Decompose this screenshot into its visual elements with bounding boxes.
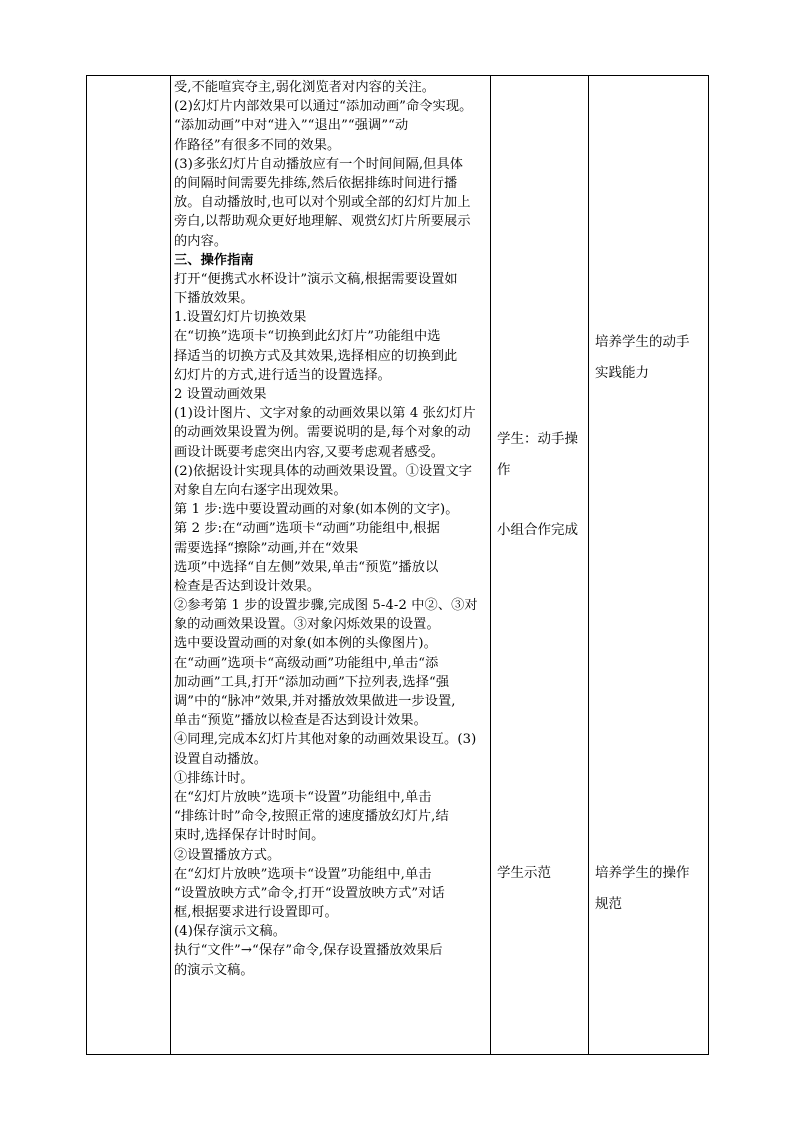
student-activity-group: 小组合作完成	[497, 522, 578, 538]
content-line: 在“切换”选项卡“切换到此幻灯片”功能组中选	[174, 329, 441, 345]
content-line: 旁白,以帮助观众更好地理解、观赏幻灯片所要展示	[174, 214, 471, 230]
content-line: 画设计既要考虑突出内容,又要考虑观者感受。	[174, 444, 445, 460]
content-line: 择适当的切换方式及其效果,选择相应的切换到此	[174, 348, 458, 364]
content-line: 在“幻灯片放映”选项卡“设置”功能组中,单击	[174, 866, 432, 882]
content-line: 的间隔时间需要先排练,然后依据排练时间进行播	[174, 175, 458, 191]
content-line: 下播放效果。	[174, 291, 254, 307]
student-activity-hands-on: 学生：动手操	[497, 431, 578, 447]
content-line: 在“幻灯片放映”选项卡“设置”功能组中,单击	[174, 789, 432, 805]
content-line: “设置放映方式”命令,打开“设置放映方式”对话	[174, 885, 445, 901]
student-activity-demo: 学生示范	[497, 865, 551, 881]
content-line: (2)幻灯片内部效果可以通过“添加动画”命令实现。	[174, 99, 473, 115]
content-line: 加动画”工具,打开“添加动画”下拉列表,选择“强	[174, 674, 450, 690]
purpose-standard-cont: 规范	[595, 896, 622, 912]
table-row	[87, 76, 709, 1055]
content-line: 的内容。	[174, 233, 228, 249]
content-line: 选项”中选择“自左侧”效果,单击“预览”播放以	[174, 559, 439, 575]
teaching-content	[171, 76, 490, 980]
content-line: 需要选择“擦除”动画,并在“效果	[174, 540, 359, 556]
content-line: ②参考第 1 步的设置步骤,完成图 5-4-2 中②、③对	[174, 598, 478, 614]
purpose-practice-cont: 实践能力	[595, 365, 649, 381]
content-line: (2)依据设计实现具体的动画效果设置。①设置文字	[174, 463, 473, 479]
content-line: 设置自动播放。	[174, 751, 268, 767]
content-line: 在“动画”选项卡“高级动画”功能组中,单击“添	[174, 655, 439, 671]
content-line: 执行“文件”→“保存”命令,保存设置播放效果后	[174, 943, 443, 959]
content-line: 2 设置动画效果	[174, 387, 267, 402]
purpose-standard: 培养学生的操作	[595, 865, 690, 881]
content-line: 幻灯片的方式,进行适当的设置选择。	[174, 367, 391, 383]
content-line: “添加动画”中对“进入”“退出”“强调”“动	[174, 118, 409, 134]
content-line: 束时,选择保存计时时间。	[174, 828, 325, 844]
content-line: 受,不能喧宾夺主,弱化浏览者对内容的关注。	[174, 80, 436, 95]
content-line: 的动画效果设置为例。需要说明的是,每个对象的动	[174, 425, 471, 441]
student-activity-cell	[491, 76, 589, 1055]
content-line: 1.设置幻灯片切换效果	[174, 310, 307, 326]
content-line: 框,根据要求进行设置即可。	[174, 905, 338, 921]
content-line: 第 2 步:在“动画”选项卡“动画”功能组中,根据	[174, 521, 440, 537]
stage-cell	[87, 76, 171, 1055]
content-line: 放。自动播放时,也可以对个别或全部的幻灯片加上	[174, 195, 471, 211]
content-line: 第 1 步:选中要设置动画的对象(如本例的文字)。	[174, 502, 459, 518]
content-line: 打开“便携式水杯设计”演示文稿,根据需要设置如	[174, 271, 458, 287]
content-line: (4)保存演示文稿。	[174, 924, 286, 940]
content-line: (1)设计图片、文字对象的动画效果以第 4 张幻灯片	[174, 406, 476, 422]
content-line: 对象自左向右逐字出现效果。	[174, 482, 347, 498]
content-line: ①排练计时。	[174, 770, 254, 786]
content-line: ②设置播放方式。	[174, 847, 281, 863]
content-line: 选中要设置动画的对象(如本例的头像图片)。	[174, 636, 437, 652]
content-line: 象的动画效果设置。③对象闪烁效果的设置。	[174, 617, 440, 633]
purpose-practice: 培养学生的动手	[595, 334, 690, 350]
content-line: “排练计时”命令,按照正常的速度播放幻灯片,结	[174, 809, 449, 825]
content-line: 检查是否达到设计效果。	[174, 578, 321, 594]
section-heading: 三、操作指南	[174, 252, 254, 268]
content-line: (3)多张幻灯片自动播放应有一个时间间隔,但具体	[174, 156, 464, 172]
content-line: 的演示文稿。	[174, 962, 254, 978]
teaching-content-cell	[171, 76, 491, 1055]
content-line: 单击“预览”播放以检查是否达到设计效果。	[174, 713, 427, 729]
content-line: 作路径”有很多不同的效果。	[174, 137, 341, 153]
student-activity-hands-on-cont: 作	[497, 462, 511, 478]
content-line: ④同理,完成本幻灯片其他对象的动画效果设互。(3)	[174, 732, 477, 748]
lesson-table	[86, 75, 709, 1055]
content-line: 调”中的“脉冲”效果,并对播放效果做进一步设置,	[174, 694, 456, 709]
design-purpose-cell	[589, 76, 709, 1055]
